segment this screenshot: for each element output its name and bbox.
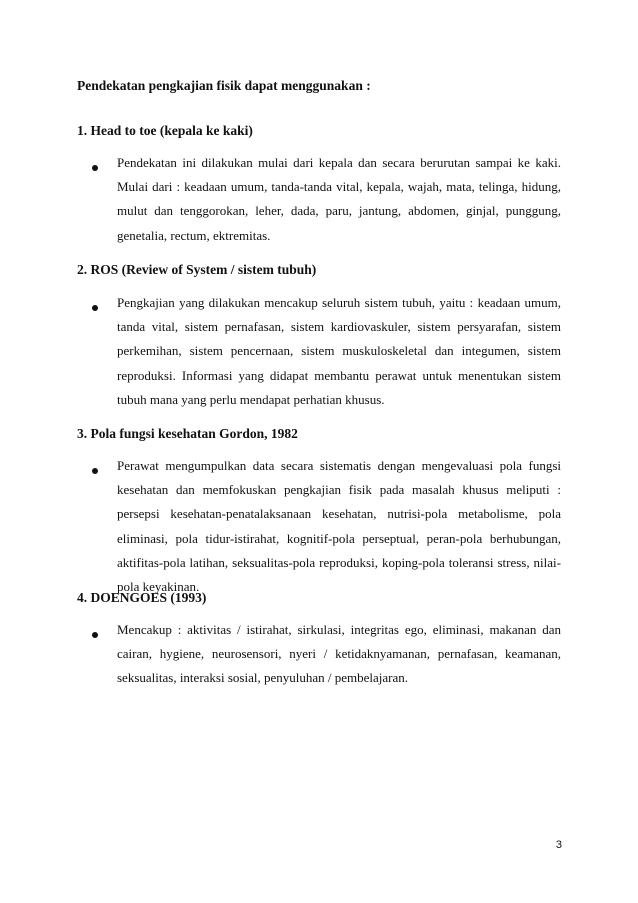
section-1-heading: 1. Head to toe (kepala ke kaki)	[77, 123, 253, 138]
bullet-icon	[92, 632, 98, 638]
bullet-icon	[92, 165, 98, 171]
page-number: 3	[555, 839, 562, 851]
bullet-icon	[92, 305, 98, 311]
section-2-heading: 2. ROS (Review of System / sistem tubuh)	[77, 262, 317, 277]
section-2-text: Pengkajian yang dilakukan mencakup seluruh sistem tubuh, yaitu : keadaan umum, tanda vital, sistem pernafasan, sistem kardiovaskuler, sistem persyarafan, sistem perkemihan, sistem pencernaan, sistem muskuloskeletal dan integumen, sistem reproduksi. Informasi yang didapat membantu perawat untuk menentukan sistem tubuh mana yang perlu mendapat perhatian khusus.	[117, 295, 561, 407]
section-4-text: Mencakup : aktivitas / istirahat, sirkulasi, integritas ego, eliminasi, makanan dan cairan, hygiene, neurosensori, nyeri / ketidaknyamanan, pernafasan, keamanan, seksualitas, interaksi sosial, penyuluhan / pembelajaran.	[117, 622, 561, 686]
section-4-heading: 4. DOENGOES (1993)	[77, 590, 207, 605]
intro-heading: Pendekatan pengkajian fisik dapat menggunakan :	[77, 78, 371, 93]
bullet-icon	[92, 468, 98, 474]
section-3-heading: 3. Pola fungsi kesehatan Gordon, 1982	[77, 426, 298, 441]
section-3-text: Perawat mengumpulkan data secara sistematis dengan mengevaluasi pola fungsi kesehatan dan memfokuskan pengkajian fisik pada masalah khusus meliputi : persepsi kesehatan-penatalaksanaan kesehatan, nutrisi-pola metabolisme, pola eliminasi, pola tidur-istirahat, kognitif-pola perseptual, peran-pola berhubungan, aktifitas-pola latihan, seksualitas-pola reproduksi, koping-pola toleransi stress, nilai-pola keyakinan.	[117, 458, 561, 595]
section-1-text: Pendekatan ini dilakukan mulai dari kepala dan secara berurutan sampai ke kaki. Mulai dari : keadaan umum, tanda-tanda vital, kepala, wajah, mata, telinga, hidung, mulut dan tenggorokan, leher, dada, paru, jantung, abdomen, ginjal, punggung, genetalia, rectum, ektremitas.	[117, 155, 561, 243]
